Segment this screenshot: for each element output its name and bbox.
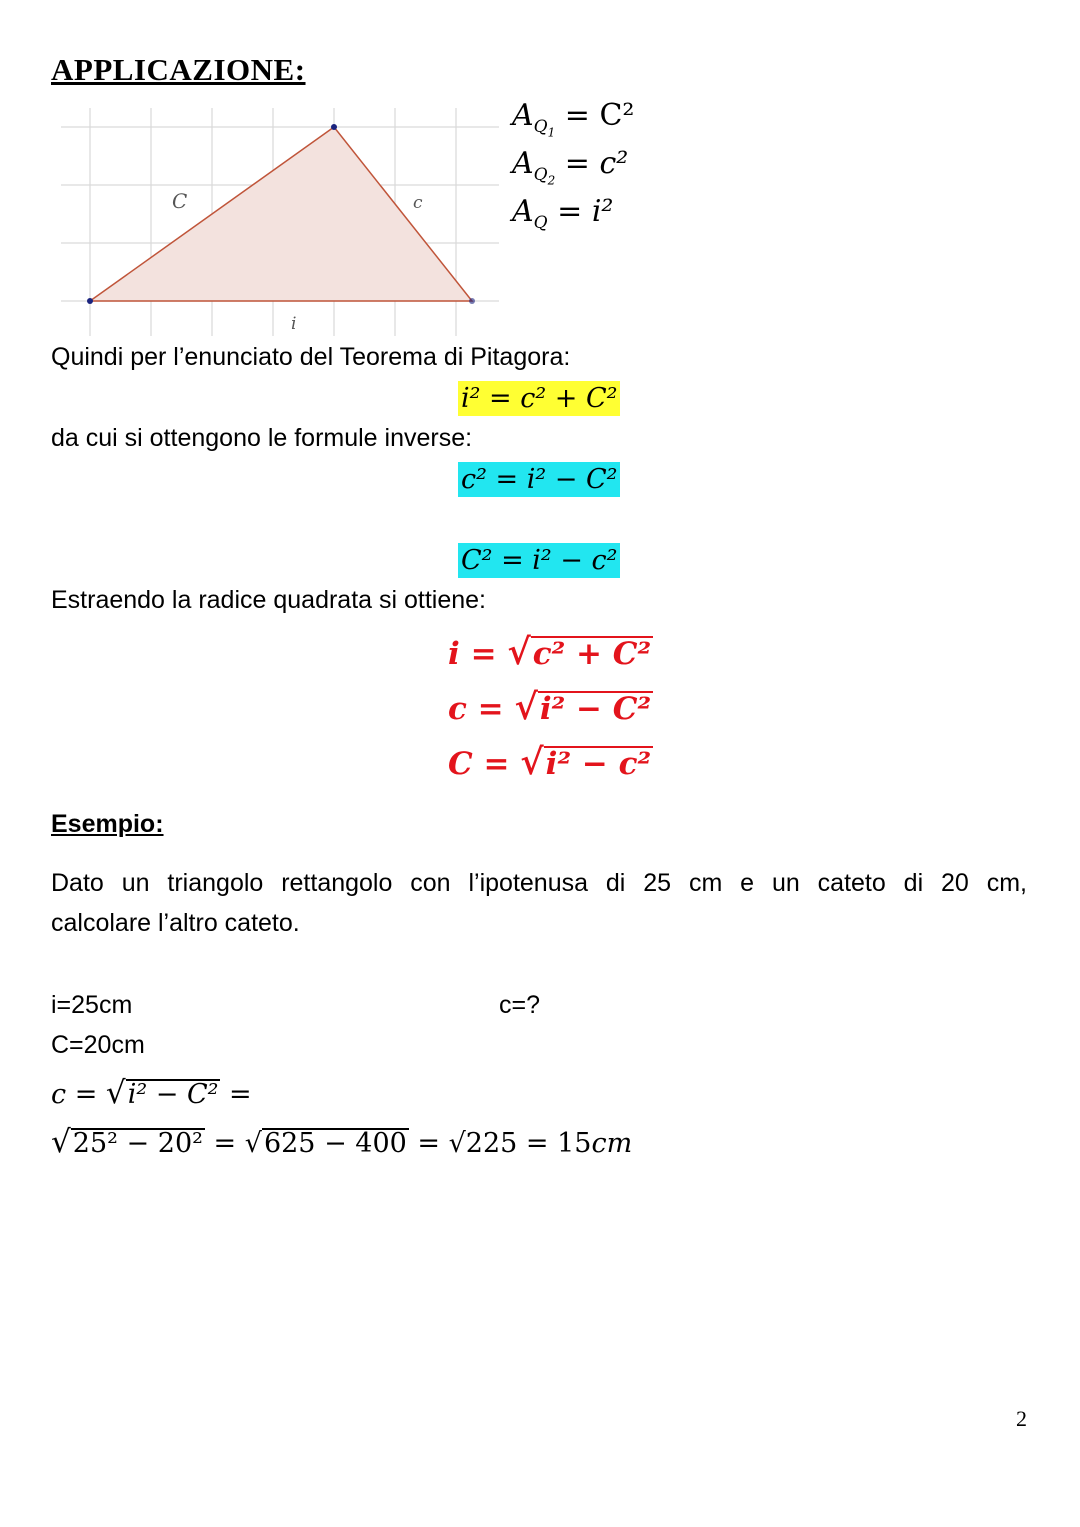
label-c: c <box>413 193 423 213</box>
label-i: i <box>291 314 297 334</box>
vertex-dot <box>331 124 337 130</box>
unknown-cathetus: c=? <box>499 991 541 1019</box>
label-C: C <box>172 189 188 213</box>
inverse-formula-C: C² = i² − c² <box>458 543 620 578</box>
page-number: 2 <box>1016 1406 1027 1431</box>
solution-step2: √25² − 20² = √625 − 400 = √225 = 15cm <box>51 1124 633 1160</box>
triangle-figure <box>55 100 505 340</box>
area-q2: $A_{Q_2} = c^2$ <box>512 146 629 188</box>
solution-step1: c = √i² − C² = <box>51 1075 252 1111</box>
sqrt-sign: √ <box>507 632 531 673</box>
vertex-dot <box>87 298 93 304</box>
sqrt-sign: √ <box>105 1075 126 1111</box>
inverse-text: da cui si ottengono le formule inverse: <box>51 424 473 452</box>
sqrt-sign: √ <box>520 742 544 783</box>
roots-text: Estraendo la radice quadrata si ottiene: <box>51 586 486 614</box>
example-problem-line1: Dato un triangolo rettangolo con l’ipotenusa di 25 cm e un cateto di 20 cm, <box>51 869 1027 897</box>
vertex-dot <box>469 298 475 304</box>
example-problem-line2: calcolare l’altro cateto. <box>51 909 300 937</box>
given-cathetus: C=20cm <box>51 1031 145 1059</box>
intro-text: Quindi per l’enunciato del Teorema di Pitagora: <box>51 343 571 371</box>
root-formula-C: C = √i² − c² <box>448 742 652 783</box>
pythagoras-formula: i² = c² + C² <box>458 381 620 416</box>
given-hypotenuse: i=25cm <box>51 991 133 1019</box>
example-heading: Esempio: <box>51 810 164 838</box>
page-title: APPLICAZIONE: <box>51 52 306 87</box>
sqrt-sign: √ <box>51 1124 71 1160</box>
root-formula-c: c = √i² − C² <box>448 687 652 728</box>
area-q1: $A_{Q_1} = C^2$ <box>512 98 635 140</box>
sqrt-sign: √ <box>514 687 538 728</box>
area-q: $A_Q = i^2$ <box>512 194 614 233</box>
inverse-formula-c: c² = i² − C² <box>458 462 620 497</box>
root-formula-i: i = √c² + C² <box>448 632 652 673</box>
right-triangle <box>90 127 472 301</box>
